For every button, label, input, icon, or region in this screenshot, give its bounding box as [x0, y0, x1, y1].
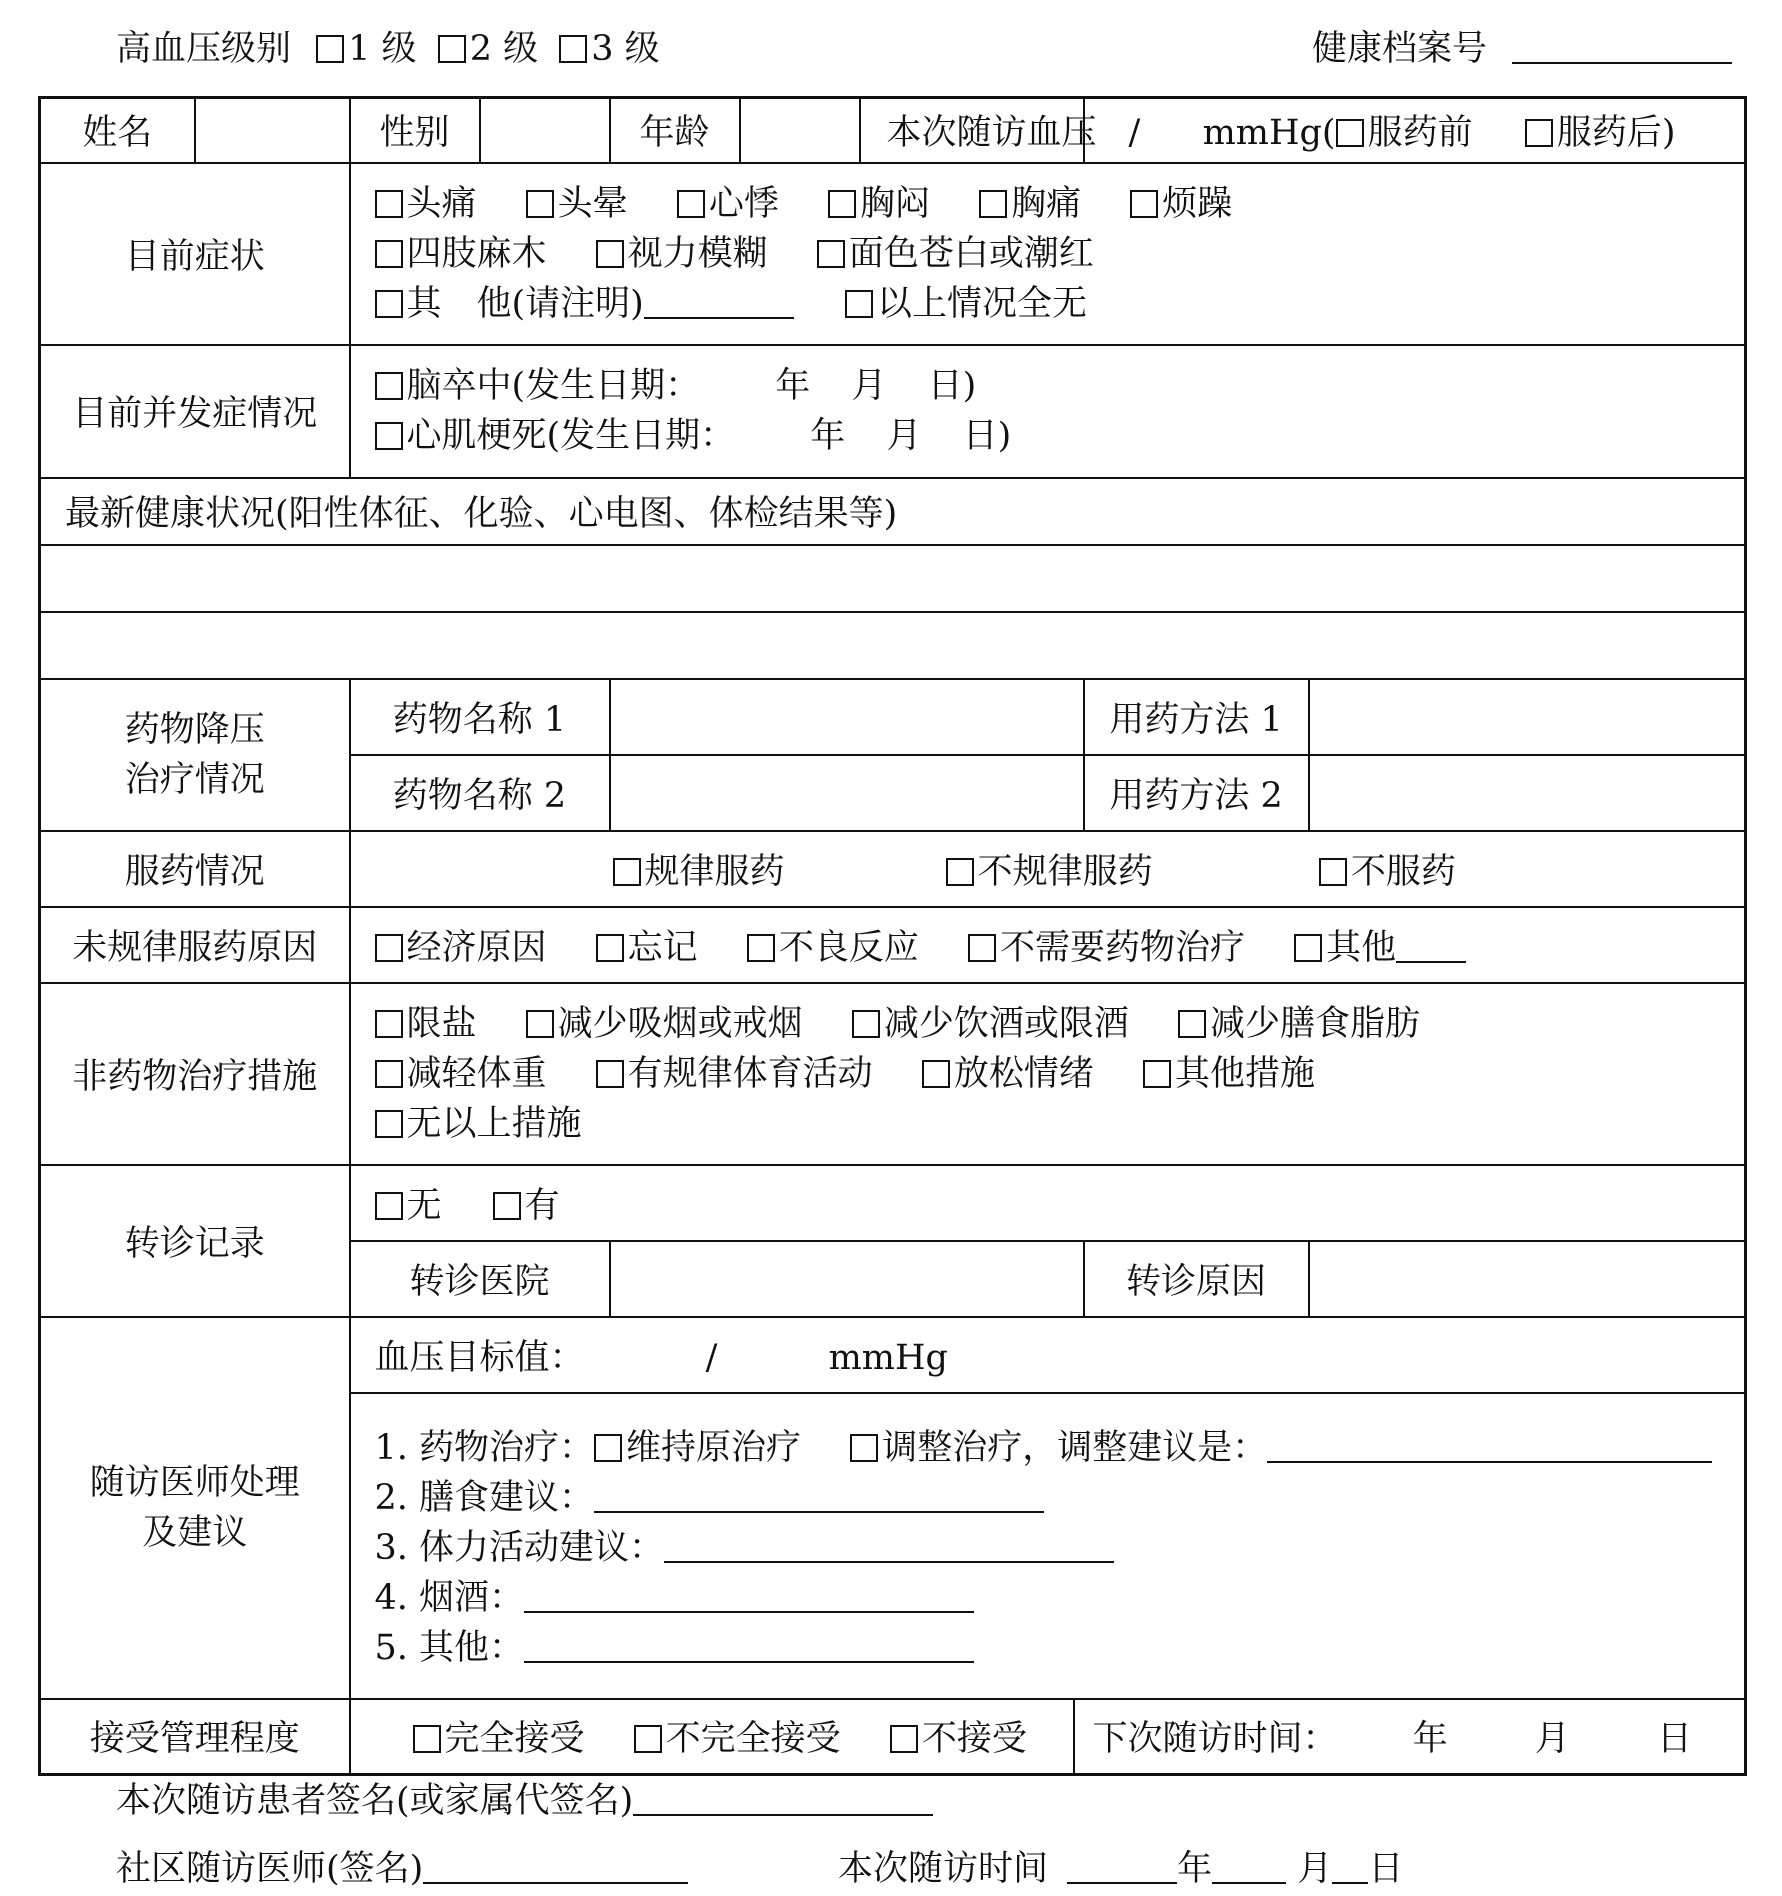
- checkbox[interactable]: [596, 1060, 624, 1088]
- checkbox[interactable]: [613, 858, 641, 886]
- visit-time: [838, 1849, 1404, 1889]
- checkbox[interactable]: [559, 35, 587, 63]
- month-label: 月: [886, 416, 922, 456]
- symptom-option: 头痛: [406, 183, 477, 224]
- reason-option: 其他: [1326, 927, 1397, 968]
- checkbox[interactable]: [946, 858, 974, 886]
- checkbox[interactable]: [817, 240, 845, 268]
- reason-option: 忘记: [627, 927, 698, 968]
- patient-sign-field[interactable]: [633, 1786, 933, 1816]
- checkbox[interactable]: [375, 1192, 403, 1220]
- acceptance-option: 完全接受: [444, 1719, 585, 1760]
- usage1-field[interactable]: [1309, 679, 1746, 755]
- grade-option-2: 2 级: [469, 29, 539, 69]
- adherence-options: [350, 831, 1746, 907]
- advice-item5: 5. 其他：: [374, 1627, 525, 1668]
- advice-items: [350, 1393, 1746, 1699]
- bp-target-row: [350, 1317, 1746, 1393]
- non-drug-label: 非药物治疗措施: [40, 983, 350, 1165]
- acceptance-label: 接受管理程度: [40, 1699, 350, 1775]
- checkbox[interactable]: [968, 934, 996, 962]
- checkbox[interactable]: [375, 1010, 403, 1038]
- referral-none: 无: [406, 1185, 442, 1226]
- name-field[interactable]: [195, 98, 350, 163]
- symptom-other-label: 其 他(请注明): [406, 283, 644, 324]
- doctor-signature: [116, 1849, 688, 1889]
- checkbox[interactable]: [316, 35, 344, 63]
- checkbox[interactable]: [526, 190, 554, 218]
- referral-reason-label: 转诊原因: [1084, 1241, 1309, 1317]
- followup-form-table: [38, 96, 1747, 1776]
- bp-target-label: 血压目标值：: [374, 1337, 585, 1378]
- medication-label: [40, 679, 350, 831]
- measure-option: 无以上措施: [406, 1103, 582, 1144]
- checkbox[interactable]: [890, 1725, 918, 1753]
- month-label: 月: [851, 366, 887, 406]
- checkbox[interactable]: [828, 190, 856, 218]
- patient-sign-label: 本次随访患者签名(或家属代签名): [116, 1781, 634, 1821]
- measure-option: 放松情绪: [953, 1053, 1094, 1094]
- checkbox[interactable]: [413, 1725, 441, 1753]
- visit-time-label: 本次随访时间: [838, 1849, 1049, 1889]
- measure-option: 减轻体重: [406, 1053, 547, 1094]
- symptom-option: 四肢麻木: [406, 233, 547, 274]
- checkbox[interactable]: [1336, 119, 1364, 147]
- doctor-advice-label-line1: 随访医师处理: [89, 1462, 300, 1503]
- record-no-field[interactable]: [1512, 34, 1732, 64]
- record-no-label: 健康档案号: [1312, 29, 1488, 69]
- measure-option: 减少吸烟或戒烟: [557, 1003, 803, 1044]
- referral-options: [350, 1165, 1746, 1241]
- referral-hospital-field[interactable]: [610, 1241, 1084, 1317]
- symptom-option: 面色苍白或潮红: [848, 233, 1094, 274]
- grade-label: 高血压级别: [116, 29, 292, 69]
- checkbox[interactable]: [1178, 1010, 1206, 1038]
- measure-option: 其他措施: [1174, 1053, 1315, 1094]
- year-label: 年: [1412, 1719, 1448, 1760]
- checkbox[interactable]: [979, 190, 1007, 218]
- drug1-field[interactable]: [610, 679, 1084, 755]
- checkbox[interactable]: [1319, 858, 1347, 886]
- health-status-label: 最新健康状况(阳性体征、化验、心电图、体检结果等): [40, 478, 1746, 545]
- checkbox[interactable]: [852, 1010, 880, 1038]
- drug2-label: 药物名称 2: [350, 755, 610, 831]
- doctor-advice-label-line2: 及建议: [142, 1512, 248, 1553]
- checkbox[interactable]: [634, 1725, 662, 1753]
- next-visit: [1074, 1699, 1746, 1775]
- symptoms-label: 目前症状: [40, 163, 350, 345]
- acceptance-options: [350, 1699, 1074, 1775]
- visit-month-field[interactable]: [1212, 1854, 1286, 1884]
- checkbox[interactable]: [493, 1192, 521, 1220]
- grade-option-1: 1 级: [348, 29, 417, 69]
- checkbox[interactable]: [375, 1060, 403, 1088]
- day-label: 日): [962, 416, 1012, 456]
- doctor-sign-field[interactable]: [423, 1854, 688, 1884]
- hypertension-grade: [116, 29, 660, 69]
- checkbox[interactable]: [375, 422, 403, 450]
- checkbox[interactable]: [1294, 934, 1322, 962]
- patient-signature: [116, 1781, 933, 1821]
- other-advice-field[interactable]: [524, 1633, 974, 1663]
- adherence-option: 不服药: [1350, 851, 1456, 892]
- health-status-line[interactable]: [40, 545, 1746, 612]
- adjust-field[interactable]: [1267, 1433, 1712, 1463]
- checkbox[interactable]: [375, 934, 403, 962]
- checkbox[interactable]: [1525, 119, 1553, 147]
- visit-year-field[interactable]: [1067, 1854, 1177, 1884]
- reason-option: 经济原因: [406, 927, 547, 968]
- bp-slash: /: [1128, 113, 1141, 154]
- acceptance-option: 不接受: [921, 1719, 1027, 1760]
- adherence-option: 规律服药: [644, 851, 785, 892]
- checkbox[interactable]: [677, 190, 705, 218]
- day-label: 日: [1368, 1849, 1404, 1889]
- medication-label-line2: 治疗情况: [124, 759, 265, 800]
- smoke-alcohol-field[interactable]: [524, 1583, 974, 1613]
- reason-option: 不需要药物治疗: [999, 927, 1245, 968]
- advice-keep: 维持原治疗: [626, 1427, 802, 1468]
- symptoms-options: [350, 163, 1746, 345]
- doctor-advice-label: [40, 1317, 350, 1699]
- bp-before-label: 服药前: [1367, 113, 1473, 154]
- stroke-label: 脑卒中(发生日期：: [406, 366, 701, 406]
- usage1-label: 用药方法 1: [1084, 679, 1309, 755]
- non-adherence-label: 未规律服药原因: [40, 907, 350, 983]
- medication-label-line1: 药物降压: [124, 709, 265, 750]
- checkbox[interactable]: [596, 240, 624, 268]
- year-label: 年: [1177, 1849, 1213, 1889]
- checkbox[interactable]: [922, 1060, 950, 1088]
- usage2-field[interactable]: [1309, 755, 1746, 831]
- health-record-number: [1312, 29, 1732, 69]
- measure-option: 有规律体育活动: [627, 1053, 873, 1094]
- day-label: 日: [1656, 1719, 1692, 1760]
- age-field[interactable]: [740, 98, 860, 163]
- checkbox[interactable]: [1143, 1060, 1171, 1088]
- bp-target-slash: /: [705, 1337, 718, 1378]
- checkbox[interactable]: [438, 35, 466, 63]
- month-label: 月: [1297, 1849, 1333, 1889]
- reason-option: 不良反应: [778, 927, 919, 968]
- visit-day-field[interactable]: [1332, 1854, 1368, 1884]
- checkbox[interactable]: [375, 190, 403, 218]
- bp-after-label: 服药后): [1556, 113, 1676, 154]
- age-label: 年龄: [610, 98, 740, 163]
- symptom-option: 胸痛: [1011, 183, 1082, 224]
- drug1-label: 药物名称 1: [350, 679, 610, 755]
- day-label: 日): [927, 366, 977, 406]
- measure-option: 减少饮酒或限酒: [883, 1003, 1129, 1044]
- referral-hospital-label: 转诊医院: [350, 1241, 610, 1317]
- doctor-sign-label: 社区随访医师(签名): [116, 1849, 424, 1889]
- symptom-none-label: 以上情况全无: [876, 283, 1087, 324]
- checkbox[interactable]: [845, 290, 873, 318]
- symptom-option: 烦躁: [1162, 183, 1233, 224]
- checkbox[interactable]: [594, 1434, 622, 1462]
- advice-item4: 4. 烟酒：: [374, 1577, 525, 1618]
- advice-item1: 1. 药物治疗：: [374, 1427, 595, 1468]
- measure-option: 减少膳食脂肪: [1209, 1003, 1420, 1044]
- checkbox[interactable]: [596, 934, 624, 962]
- checkbox[interactable]: [375, 290, 403, 318]
- complications-label: 目前并发症情况: [40, 345, 350, 478]
- month-label: 月: [1534, 1719, 1570, 1760]
- checkbox[interactable]: [375, 372, 403, 400]
- referral-reason-field[interactable]: [1309, 1241, 1746, 1317]
- drug2-field[interactable]: [610, 755, 1084, 831]
- year-label: 年: [810, 416, 846, 456]
- activity-field[interactable]: [664, 1533, 1114, 1563]
- sex-field[interactable]: [480, 98, 610, 163]
- bp-label: 本次随访血压: [860, 98, 1084, 163]
- referral-yes: 有: [524, 1185, 560, 1226]
- checkbox[interactable]: [747, 934, 775, 962]
- reason-other-field[interactable]: [1396, 933, 1466, 963]
- diet-field[interactable]: [594, 1483, 1044, 1513]
- checkbox[interactable]: [526, 1010, 554, 1038]
- mi-label: 心肌梗死(发生日期：: [406, 416, 736, 456]
- symptom-option: 视力模糊: [627, 233, 768, 274]
- sex-label: 性别: [350, 98, 480, 163]
- advice-item2: 2. 膳食建议：: [374, 1477, 595, 1518]
- year-label: 年: [775, 366, 811, 406]
- next-visit-label: 下次随访时间：: [1092, 1719, 1338, 1760]
- bp-unit: mmHg(: [1202, 113, 1336, 154]
- usage2-label: 用药方法 2: [1084, 755, 1309, 831]
- health-status-line[interactable]: [40, 612, 1746, 679]
- measure-option: 限盐: [406, 1003, 477, 1044]
- symptom-option: 心悸: [708, 183, 779, 224]
- adherence-label: 服药情况: [40, 831, 350, 907]
- symptom-other-field[interactable]: [644, 289, 794, 319]
- symptom-option: 头晕: [557, 183, 628, 224]
- checkbox[interactable]: [1130, 190, 1158, 218]
- checkbox[interactable]: [850, 1434, 878, 1462]
- bp-target-unit: mmHg: [828, 1337, 948, 1378]
- symptom-option: 胸闷: [859, 183, 930, 224]
- checkbox[interactable]: [375, 1110, 403, 1138]
- checkbox[interactable]: [375, 240, 403, 268]
- bp-field[interactable]: [1084, 98, 1746, 163]
- complications-options: [350, 345, 1746, 478]
- referral-label: 转诊记录: [40, 1165, 350, 1317]
- adherence-option: 不规律服药: [977, 851, 1153, 892]
- advice-adjust: 调整治疗，调整建议是：: [882, 1427, 1268, 1468]
- acceptance-option: 不完全接受: [665, 1719, 841, 1760]
- advice-item3: 3. 体力活动建议：: [374, 1527, 665, 1568]
- non-drug-options: [350, 983, 1746, 1165]
- non-adherence-options: [350, 907, 1746, 983]
- name-label: 姓名: [40, 98, 195, 163]
- grade-option-3: 3 级: [591, 29, 660, 69]
